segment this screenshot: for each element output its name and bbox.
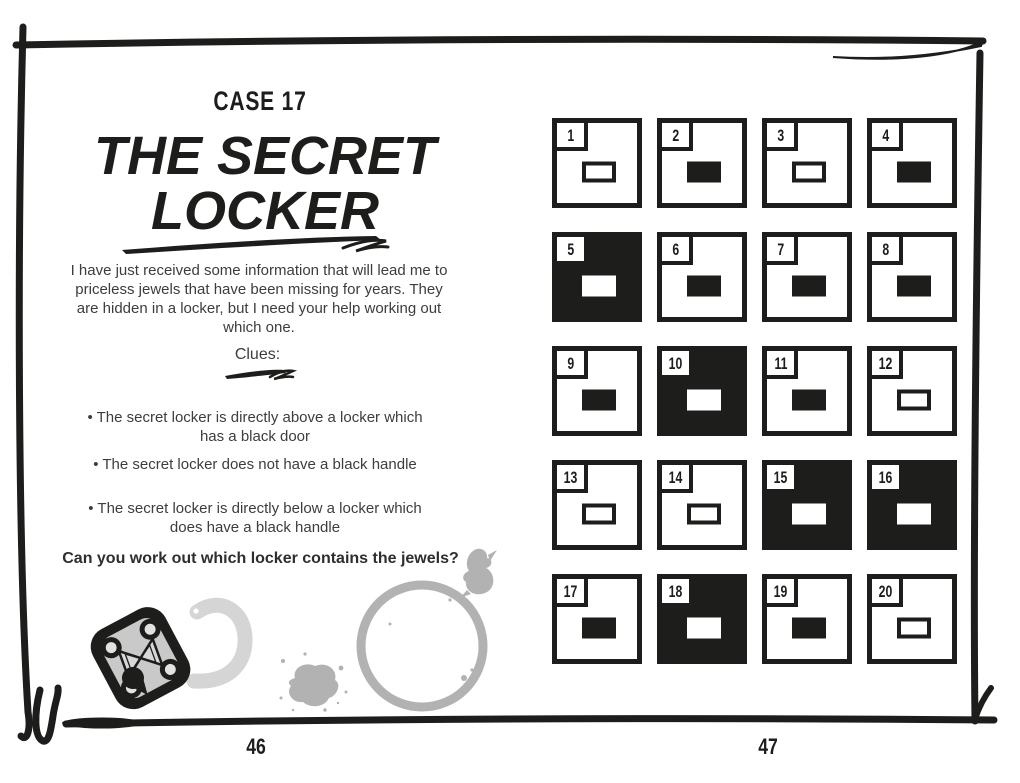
locker-number-tab — [872, 351, 903, 379]
locker-number-tab — [662, 351, 693, 379]
locker-number-tab — [767, 465, 798, 493]
locker-handle — [792, 275, 826, 296]
locker-2 — [657, 118, 747, 208]
locker-number: 8 — [882, 239, 889, 259]
locker-handle — [897, 389, 931, 410]
locker-number-tab — [767, 123, 798, 151]
locker-19 — [762, 574, 852, 664]
page-number-right: 47 — [758, 734, 778, 759]
locker-number-tab — [662, 237, 693, 265]
clues-heading: Clues: — [234, 346, 281, 363]
locker-handle — [792, 503, 826, 524]
ink-splat-icon — [275, 648, 351, 714]
locker-number-tab — [872, 579, 903, 607]
locker-13 — [552, 460, 642, 550]
locker-number-tab — [767, 579, 798, 607]
clue-item: • The secret locker does not have a black handle — [55, 455, 455, 474]
title-line-2: LOCKER — [151, 181, 379, 241]
locker-number: 7 — [777, 239, 784, 259]
locker-12 — [867, 346, 957, 436]
locker-number: 12 — [878, 353, 893, 373]
title-underline-swoosh-icon — [118, 231, 398, 259]
locker-handle — [897, 503, 931, 524]
locker-number: 10 — [668, 353, 683, 373]
locker-handle — [582, 275, 616, 296]
locker-handle — [897, 275, 931, 296]
locker-number: 18 — [668, 581, 683, 601]
locker-number: 11 — [774, 353, 787, 373]
locker-7 — [762, 232, 852, 322]
locker-16 — [867, 460, 957, 550]
page-number-left: 46 — [246, 734, 266, 759]
locker-number: 16 — [878, 467, 893, 487]
locker-3 — [762, 118, 852, 208]
locker-number-tab — [662, 123, 693, 151]
locker-handle — [687, 161, 721, 182]
locker-number: 5 — [567, 239, 574, 259]
locker-number-tab — [872, 237, 903, 265]
clue-item: • The secret locker is directly above a locker which has a black door — [80, 408, 430, 446]
page-title — [5, 126, 525, 241]
locker-10 — [657, 346, 747, 436]
locker-number-tab — [872, 465, 903, 493]
locker-handle — [582, 389, 616, 410]
locker-11 — [762, 346, 852, 436]
locker-number: 13 — [563, 467, 578, 487]
locker-number-tab — [557, 351, 588, 379]
locker-5 — [552, 232, 642, 322]
locker-number-tab — [662, 579, 693, 607]
locker-handle — [792, 617, 826, 638]
locker-20 — [867, 574, 957, 664]
case-label: CASE 17 — [213, 86, 307, 116]
locker-number-tab — [767, 351, 798, 379]
locker-handle — [687, 389, 721, 410]
locker-number: 6 — [672, 239, 679, 259]
locker-9 — [552, 346, 642, 436]
locker-number: 4 — [882, 125, 889, 145]
locker-number: 17 — [563, 581, 578, 601]
locker-14 — [657, 460, 747, 550]
open-padlock-icon — [80, 588, 260, 728]
locker-grid — [552, 118, 957, 664]
locker-number: 15 — [773, 467, 788, 487]
locker-4 — [867, 118, 957, 208]
locker-handle — [582, 503, 616, 524]
locker-handle — [582, 617, 616, 638]
locker-number-tab — [557, 465, 588, 493]
locker-6 — [657, 232, 747, 322]
locker-handle — [897, 161, 931, 182]
question-text: Can you work out which locker contains the jewels? — [62, 550, 459, 567]
locker-handle — [687, 503, 721, 524]
title-line-1: THE SECRET — [93, 126, 437, 186]
intro-text: I have just received some information that will lead me to priceless jewels that have been missing for years. They are hidden in a locker, but I need your help working out which one. — [70, 262, 448, 336]
locker-number-tab — [557, 579, 588, 607]
ink-blob-icon — [455, 545, 501, 601]
clues-underline-swoosh-icon — [222, 366, 298, 384]
locker-17 — [552, 574, 642, 664]
clue-item: • The secret locker is directly below a locker which does have a black handle — [85, 499, 425, 537]
locker-number-tab — [662, 465, 693, 493]
locker-handle — [792, 389, 826, 410]
locker-handle — [582, 161, 616, 182]
locker-handle — [687, 617, 721, 638]
locker-handle — [897, 617, 931, 638]
locker-handle — [792, 161, 826, 182]
locker-number-tab — [872, 123, 903, 151]
locker-1 — [552, 118, 642, 208]
locker-number: 2 — [672, 125, 679, 145]
locker-18 — [657, 574, 747, 664]
locker-8 — [867, 232, 957, 322]
locker-number-tab — [767, 237, 798, 265]
locker-number: 20 — [878, 581, 893, 601]
locker-15 — [762, 460, 852, 550]
locker-number-tab — [557, 123, 588, 151]
locker-number: 9 — [567, 353, 574, 373]
locker-number: 19 — [773, 581, 788, 601]
locker-number: 1 — [567, 125, 574, 145]
locker-number: 14 — [668, 467, 683, 487]
locker-handle — [687, 275, 721, 296]
locker-number: 3 — [777, 125, 784, 145]
locker-number-tab — [557, 237, 588, 265]
